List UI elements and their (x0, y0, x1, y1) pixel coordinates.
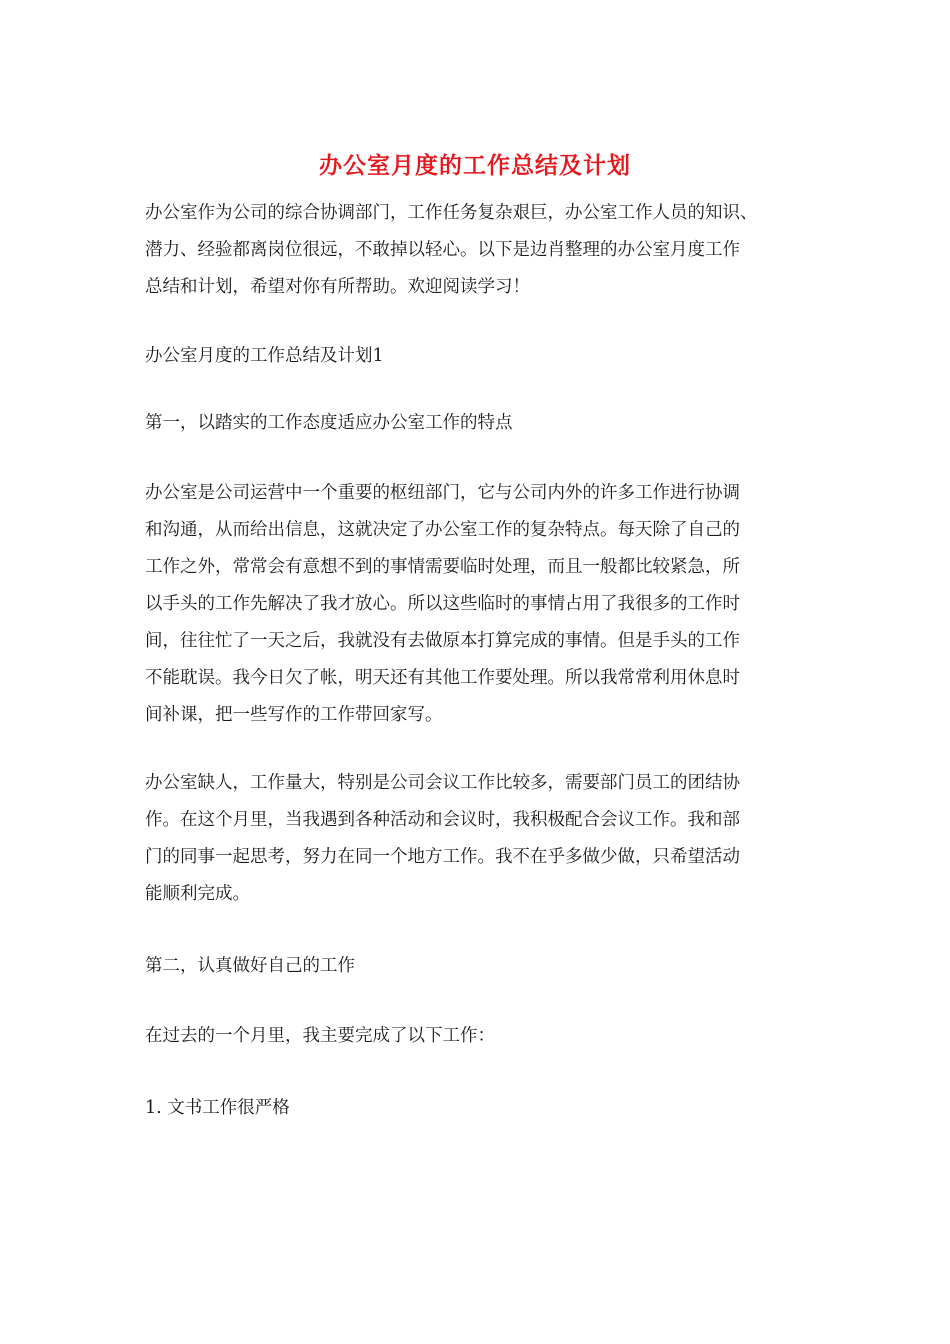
text-line: 以手头的工作先解决了我才放心。所以这些临时的事情占用了我很多的工作时 (145, 594, 740, 614)
text-line: 工作之外，常常会有意想不到的事情需要临时处理，而且一般都比较紧急，所 (145, 557, 740, 577)
text-line: 间补课，把一些写作的工作带回家写。 (145, 705, 443, 725)
document-title: 办公室月度的工作总结及计划 (319, 152, 631, 179)
text-line: 不能耽误。我今日欠了帐，明天还有其他工作要处理。所以我常常利用休息时 (145, 668, 740, 688)
intro-paragraph (145, 195, 810, 306)
body-paragraph-2 (145, 765, 810, 913)
text-line: 办公室是公司运营中一个重要的枢纽部门，它与公司内外的许多工作进行协调 (145, 483, 740, 503)
text-line: 总结和计划，希望对你有所帮助。欢迎阅读学习！ (145, 277, 530, 297)
text-line: 门的同事一起思考，努力在同一个地方工作。我不在乎多做少做，只希望活动 (145, 847, 740, 867)
section-heading-1: 第一，以踏实的工作态度适应办公室工作的特点 (145, 413, 513, 433)
list-item-1: 1. 文书工作很严格 (145, 1098, 290, 1118)
text-line: 间，往往忙了一天之后，我就没有去做原本打算完成的事情。但是手头的工作 (145, 631, 740, 651)
text-line: 办公室缺人，工作量大，特别是公司会议工作比较多，需要部门员工的团结协 (145, 773, 740, 793)
text-line: 办公室作为公司的综合协调部门，工作任务复杂艰巨，办公室工作人员的知识、 (145, 203, 758, 223)
text-line: 能顺利完成。 (145, 884, 250, 904)
body-paragraph-3: 在过去的一个月里，我主要完成了以下工作： (145, 1026, 495, 1046)
body-paragraph-1 (145, 475, 810, 734)
section-heading-2: 第二，认真做好自己的工作 (145, 956, 355, 976)
section-subtitle: 办公室月度的工作总结及计划1 (145, 346, 384, 366)
text-line: 和沟通，从而给出信息，这就决定了办公室工作的复杂特点。每天除了自己的 (145, 520, 740, 540)
text-line: 潜力、经验都离岗位很远，不敢掉以轻心。以下是边肖整理的办公室月度工作 (145, 240, 740, 260)
text-line: 作。在这个月里，当我遇到各种活动和会议时，我积极配合会议工作。我和部 (145, 810, 740, 830)
